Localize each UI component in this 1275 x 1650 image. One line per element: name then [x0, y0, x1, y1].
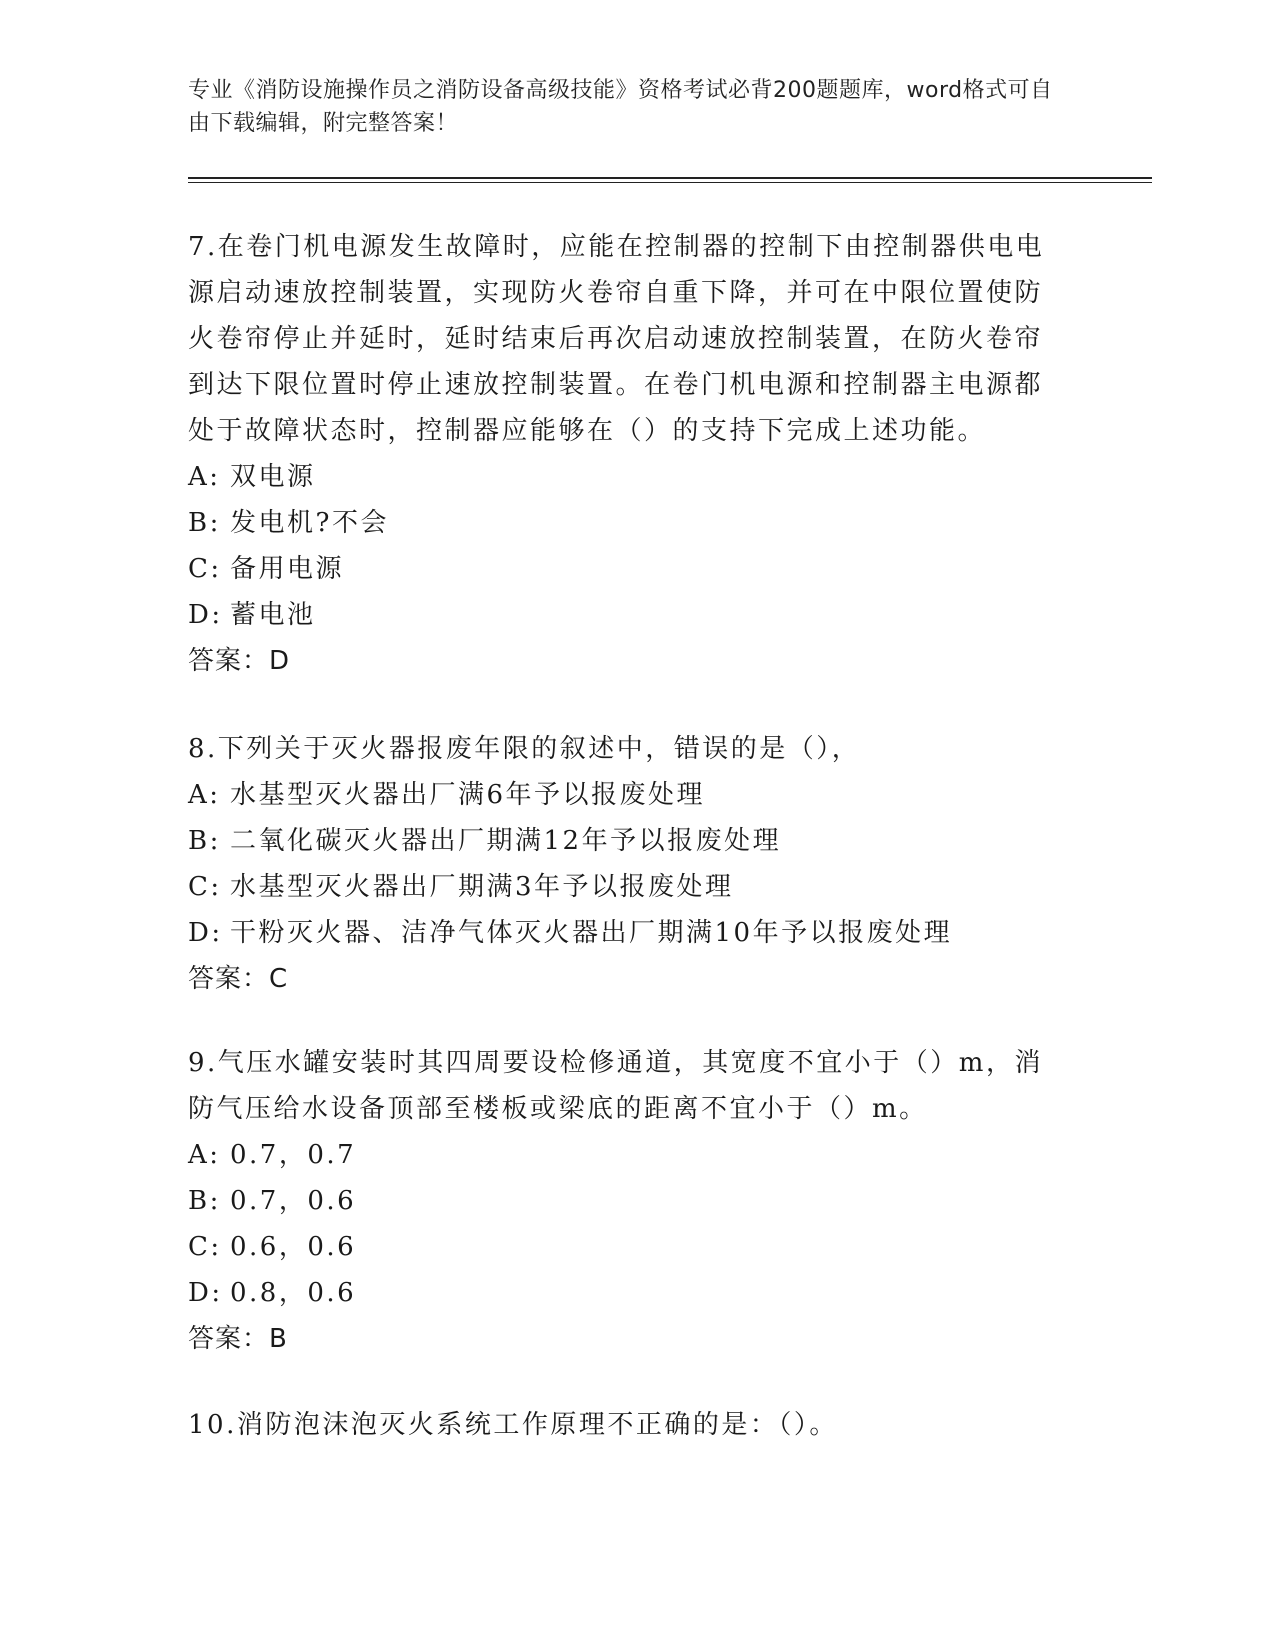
option-text: 蓄电池: [230, 600, 316, 630]
answer: 答案：D: [188, 646, 291, 676]
option-text: 0.7，0.7: [230, 1140, 357, 1170]
question-9: [188, 1040, 1068, 1362]
question-7: [188, 224, 1068, 684]
option-text: 二氧化碳灭火器出厂期满12年予以报废处理: [230, 826, 782, 856]
document-header: 专业《消防设施操作员之消防设备高级技能》资格考试必背200题题库，word格式可自由下载编辑，附完整答案！: [188, 78, 1053, 136]
option-letter: C:: [188, 872, 222, 902]
option-d: [188, 592, 1068, 638]
option-letter: B:: [188, 508, 221, 538]
option-text: 双电源: [230, 462, 316, 492]
option-a: [188, 1132, 1068, 1178]
option-letter: D:: [188, 918, 223, 948]
option-letter: A:: [188, 780, 221, 810]
answer: 答案：B: [188, 1324, 288, 1354]
question-stem: 9.气压水罐安装时其四周要设检修通道，其宽度不宜小于（）m，消防气压给水设备顶部至楼板或梁底的距离不宜小于（）m。: [188, 1048, 1043, 1124]
option-c: [188, 1224, 1068, 1270]
option-text: 0.8，0.6: [230, 1278, 357, 1308]
option-text: 备用电源: [230, 554, 345, 584]
answer: 答案：C: [188, 964, 289, 994]
option-text: 发电机?不会: [230, 508, 389, 538]
option-d: [188, 1270, 1068, 1316]
option-b: [188, 500, 1068, 546]
question-stem: 7.在卷门机电源发生故障时，应能在控制器的控制下由控制器供电电源启动速放控制装置，实现防火卷帘自重下降，并可在中限位置使防火卷帘停止并延时，延时结束后再次启动速放控制装置，在防火卷帘到达下限位置时停止速放控制装置。在卷门机电源和控制器主电源都处于故障状态时，控制器应能够在（）的支持下完成上述功能。: [188, 232, 1045, 446]
option-letter: C:: [188, 554, 222, 584]
option-text: 0.6，0.6: [230, 1232, 357, 1262]
question-stem: 8.下列关于灭火器报废年限的叙述中，错误的是（），: [188, 734, 861, 764]
option-letter: A:: [188, 1140, 221, 1170]
option-text: 干粉灭火器、洁净气体灭火器出厂期满10年予以报废处理: [230, 918, 953, 948]
option-b: [188, 1178, 1068, 1224]
question-8: [188, 726, 1068, 1002]
option-letter: D:: [188, 1278, 223, 1308]
option-text: 水基型灭火器出厂满6年予以报废处理: [230, 780, 706, 810]
option-text: 0.7，0.6: [230, 1186, 357, 1216]
option-letter: D:: [188, 600, 223, 630]
option-c: [188, 864, 1068, 910]
option-letter: B:: [188, 1186, 221, 1216]
option-a: [188, 454, 1068, 500]
question-stem: 10.消防泡沫泡灭火系统工作原理不正确的是：（）。: [188, 1410, 838, 1440]
option-b: [188, 818, 1068, 864]
option-a: [188, 772, 1068, 818]
option-c: [188, 546, 1068, 592]
option-d: [188, 910, 1068, 956]
option-letter: C:: [188, 1232, 222, 1262]
header-divider-thin: [188, 182, 1152, 183]
option-letter: B:: [188, 826, 221, 856]
option-text: 水基型灭火器出厂期满3年予以报废处理: [230, 872, 734, 902]
option-letter: A:: [188, 462, 221, 492]
header-divider-thick: [188, 177, 1152, 179]
question-10: [188, 1402, 1068, 1448]
